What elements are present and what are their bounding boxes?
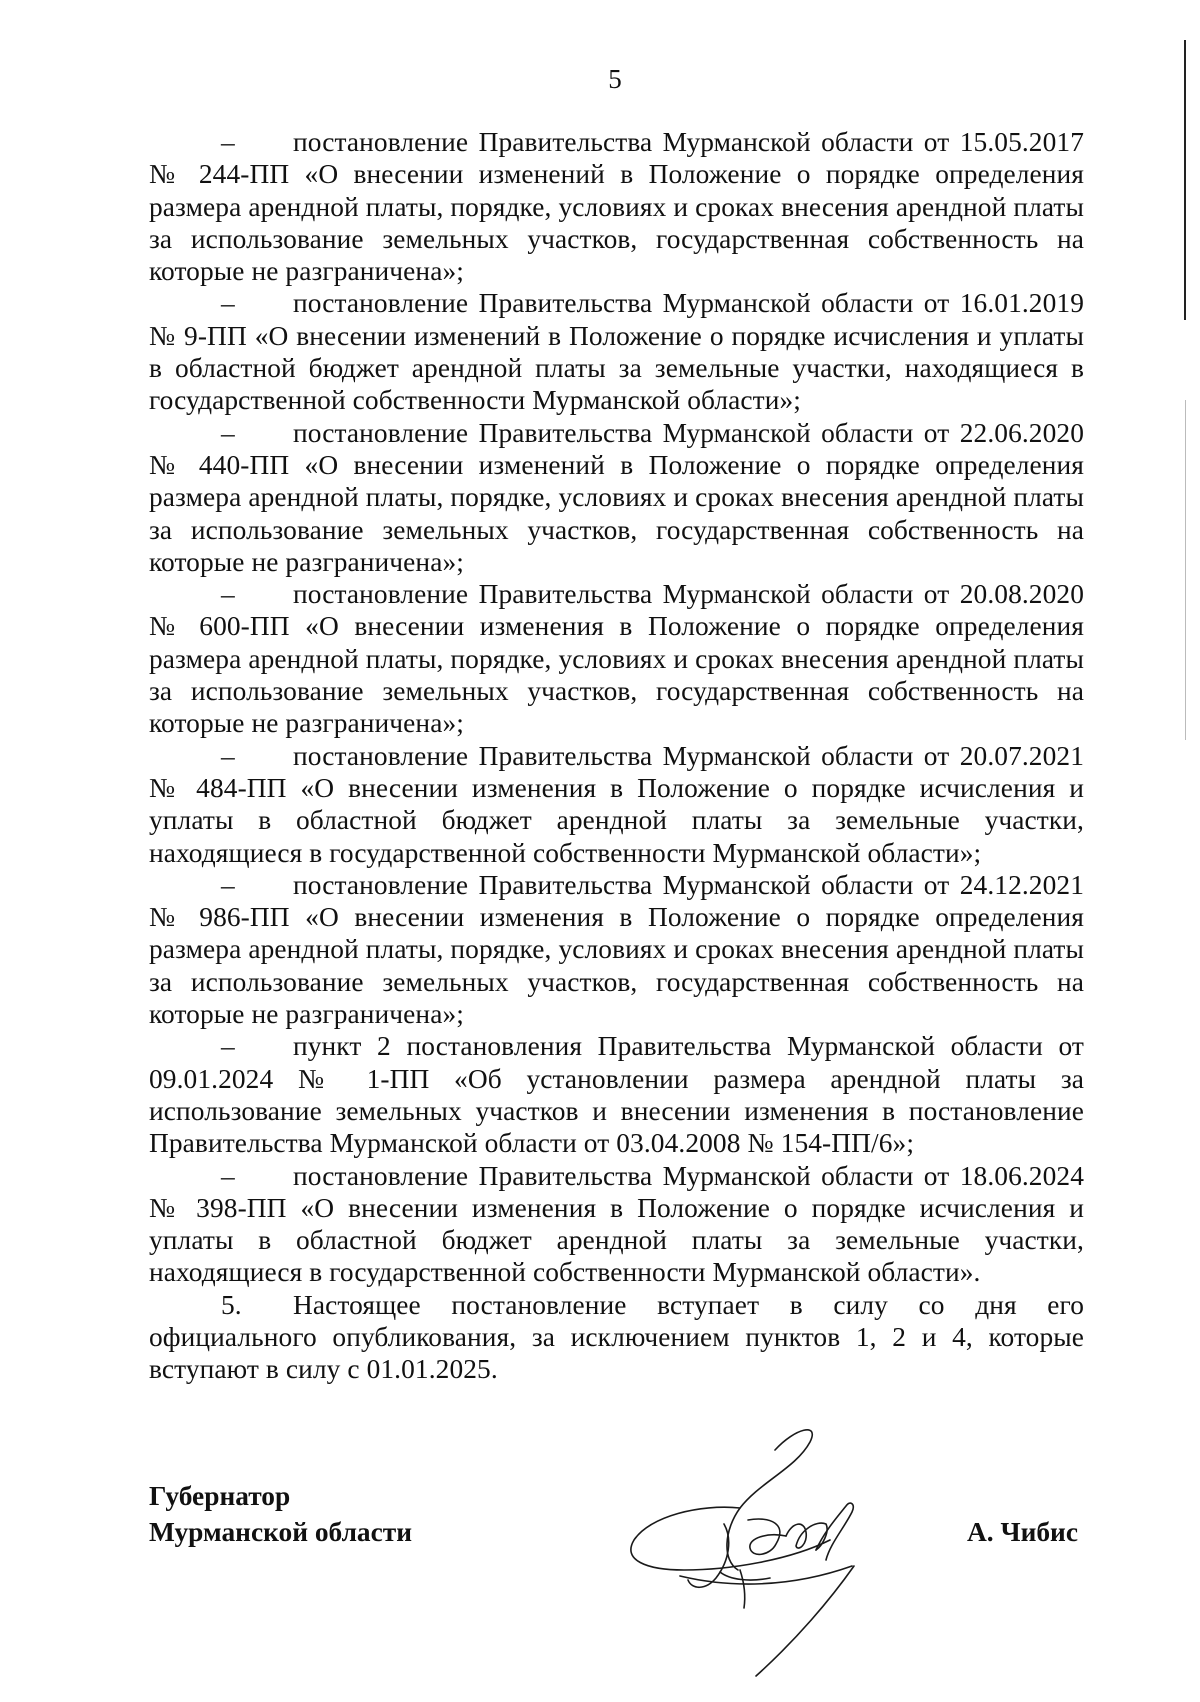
clause-5 [149, 1289, 1084, 1386]
list-item-text: постановление Правительства Мурманской области от 15.05.2017 № 244-ПП «О внесении изменений в Положение о порядке определения размера арендной платы, порядке, условиях и сроках внесения арендной платы за использование земельных участков, государственная собственность на которые не разграничена»; [149, 127, 1084, 287]
list-dash: – [221, 417, 235, 448]
clause-text: Настоящее постановление вступает в силу со дня его официального опубликования, за исключением пунктов 1, 2 и 4, которые вступают в силу с 01.01.2025. [149, 1289, 1084, 1385]
page-number: 5 [608, 64, 622, 94]
list-item [149, 578, 1084, 739]
list-dash: – [221, 1031, 235, 1062]
list-dash: – [221, 1160, 235, 1191]
list-item [149, 1160, 1084, 1289]
signatory-title [149, 1478, 412, 1550]
list-item [149, 1030, 1084, 1159]
list-dash: – [221, 127, 235, 157]
handwritten-signature-icon [620, 1420, 940, 1680]
scan-edge-line [1185, 400, 1186, 740]
list-item-text: постановление Правительства Мурманской области от 18.06.2024 № 398-ПП «О внесении изменения в Положение о порядке исчисления и уплаты в областной бюджет арендной платы за земельные участки, находящиеся в государственной собственности Мурманской области». [149, 1160, 1084, 1288]
list-dash: – [221, 288, 235, 319]
list-item-text: постановление Правительства Мурманской области от 20.08.2020 № 600-ПП «О внесении изменения в Положение о порядке определения размера арендной платы, порядке, условиях и сроках внесения арендной платы за использование земельных участков, государственная собственность на которые не разграничена»; [149, 579, 1084, 739]
list-dash: – [221, 869, 235, 900]
list-item [149, 126, 1084, 287]
list-item [149, 417, 1084, 578]
list-item [149, 740, 1084, 869]
signatory-name: А. Чибис [967, 1517, 1078, 1547]
list-item [149, 287, 1084, 416]
list-item-text: постановление Правительства Мурманской области от 16.01.2019 № 9-ПП «О внесении изменений в Положение о порядке исчисления и уплаты в областной бюджет арендной платы за земельные участки, находящиеся в государственной собственности Мурманской области»; [149, 288, 1084, 416]
list-dash: – [221, 579, 235, 610]
list-item-text: постановление Правительства Мурманской области от 20.07.2021 № 484-ПП «О внесении изменения в Положение о порядке исчисления и уплаты в областной бюджет арендной платы за земельные участки, находящиеся в государственной собственности Мурманской области»; [149, 740, 1084, 868]
list-item-text: постановление Правительства Мурманской области от 24.12.2021 № 986-ПП «О внесении изменения в Положение о порядке определения размера арендной платы, порядке, условиях и сроках внесения арендной платы за использование земельных участков, государственная собственность на которые не разграничена»; [149, 869, 1084, 1030]
signatory-title-line: Губернатор [149, 1481, 291, 1511]
list-item-text: постановление Правительства Мурманской области от 22.06.2020 № 440-ПП «О внесении изменений в Положение о порядке определения размера арендной платы, порядке, условиях и сроках внесения арендной платы за использование земельных участков, государственная собственность на которые не разграничена»; [149, 417, 1084, 577]
document-body [149, 126, 1084, 1386]
signatory-title-line: Мурманской области [149, 1517, 413, 1547]
list-dash: – [221, 740, 235, 771]
clause-number: 5. [221, 1289, 242, 1320]
list-item [149, 869, 1084, 1030]
list-item-text: пункт 2 постановления Правительства Мурманской области от 09.01.2024 № 1-ПП «Об установлении размера арендной платы за использование земельных участков и внесении изменения в постановление Правительства Мурманской области от 03.04.2008 № 154-ПП/6»; [149, 1031, 1084, 1159]
